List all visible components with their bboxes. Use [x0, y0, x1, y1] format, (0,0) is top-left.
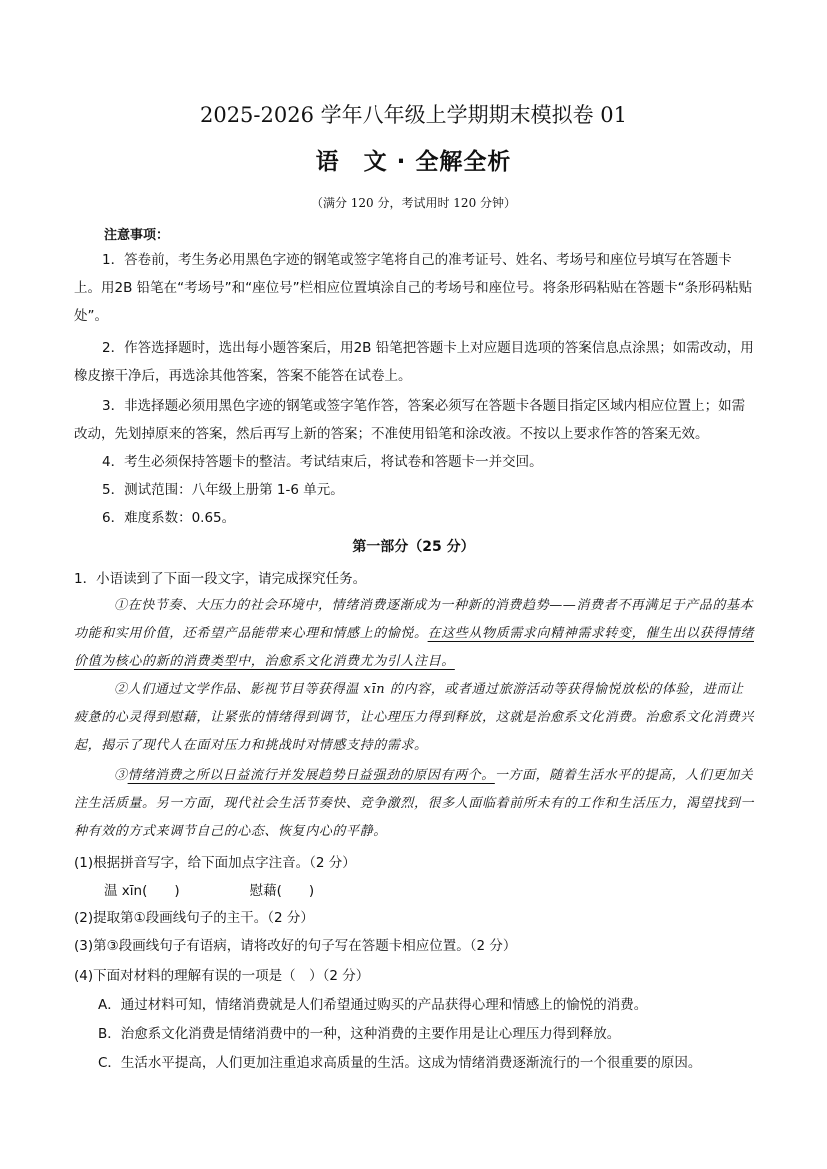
passage-paragraph-2: ②人们通过文学作品、影视节目等获得温 xīn 的内容，或者通过旅游活动等获得愉悦放松的体验，进而让疲惫的心灵得到慰藉，让紧张的情绪得到调节，让心理压力得到释放，这就是治愈系文化消费。治愈系文化消费兴起，揭示了现代人在面对压力和挑战时对情感支持的需求。 — [74, 682, 755, 753]
sub-question-1: (1)根据拼音写字，给下面加点字注音。（2 分） — [74, 855, 356, 871]
underlined-sentence-3: 情绪消费之所以日益流行并发展趋势日益强劲的原因有两个。 — [127, 768, 495, 783]
option-c: C．生活水平提高，人们更加注重追求高质量的生活。这成为情绪消费逐渐流行的一个很重要的原因。 — [98, 1055, 702, 1071]
notice-item-2: 2．作答选择题时，选出每小题答案后，用2B 铅笔把答题卡上对应题目选项的答案信息点涂黑；如需改动，用橡皮擦干净后，再选涂其他答案，答案不能答在试卷上。 — [74, 340, 754, 384]
sub-question-3: (3)第③段画线句子有语病，请将改好的句子写在答题卡相应位置。（2 分） — [74, 938, 517, 954]
exam-info: （满分 120 分，考试用时 120 分钟） — [310, 196, 517, 210]
pinyin-blank-2: 慰藉( ) — [249, 883, 315, 899]
notice-heading: 注意事项： — [104, 228, 170, 243]
notice-item-5: 5．测试范围：八年级上册第 1-6 单元。 — [102, 482, 344, 498]
pinyin-blank-1: 温 xīn( ) — [104, 883, 180, 899]
passage-paragraph-3: ③情绪消费之所以日益流行并发展趋势日益强劲的原因有两个。一方面，随着生活水平的提高，人们更加关注生活质量。另一方面，现代社会生活节奏快、竞争激烈，很多人面临着前所未有的工作和生活压力，渴望找到一种有效的方式来调节自己的心态、恢复内心的平静。 — [74, 768, 755, 839]
subject-title: 语 文 · 全解全析 — [315, 149, 512, 175]
passage-paragraph-1: ①在快节奏、大压力的社会环境中，情绪消费逐渐成为一种新的消费趋势——消费者不再满足于产品的基本功能和实用价值，还希望产品能带来心理和情感上的愉悦。在这些从物质需求向精神需求转变，催生出以获得情绪价值为核心的新的消费类型中，治愈系文化消费尤为引人注目。 — [74, 598, 755, 669]
notice-item-1: 1．答卷前，考生务必用黑色字迹的钢笔或签字笔将自己的准考证号、姓名、考场号和座位号填写在答题卡上。用2B 铅笔在“考场号”和“座位号”栏相应位置填涂自己的考场号和座位号。将条形码粘贴在答题卡“条形码粘贴处”。 — [74, 252, 753, 324]
underlined-sentence-1: 在这些从物质需求向精神需求转变，催生出以获得情绪价值为核心的新的消费类型中，治愈系文化消费尤为引人注目。 — [74, 626, 755, 669]
notice-item-3: 3．非选择题必须用黑色字迹的钢笔或签字笔作答，答案必须写在答题卡各题目指定区域内相应位置上；如需改动，先划掉原来的答案，然后再写上新的答案；不准使用铅笔和涂改液。不按以上要求作答的答案无效。 — [74, 398, 746, 442]
pinyin-row — [104, 880, 314, 902]
sub-question-4: (4)下面对材料的理解有误的一项是（ ）（2 分） — [74, 968, 370, 984]
section-title: 第一部分（25 分） — [352, 539, 475, 555]
option-a: A．通过材料可知，情绪消费就是人们希望通过购买的产品获得心理和情感上的愉悦的消费。 — [98, 997, 648, 1013]
notice-item-6: 6．难度系数：0.65。 — [102, 510, 236, 526]
exam-title: 2025-2026 学年八年级上学期期末模拟卷 01 — [199, 103, 628, 127]
option-b: B．治愈系文化消费是情绪消费中的一种，这种消费的主要作用是让心理压力得到释放。 — [98, 1026, 621, 1042]
notice-item-4: 4．考生必须保持答题卡的整洁。考试结束后，将试卷和答题卡一并交回。 — [102, 454, 543, 470]
sub-question-2: (2)提取第①段画线句子的主干。（2 分） — [74, 910, 314, 926]
question-1-stem: 1．小语读到了下面一段文字，请完成探究任务。 — [74, 571, 367, 587]
